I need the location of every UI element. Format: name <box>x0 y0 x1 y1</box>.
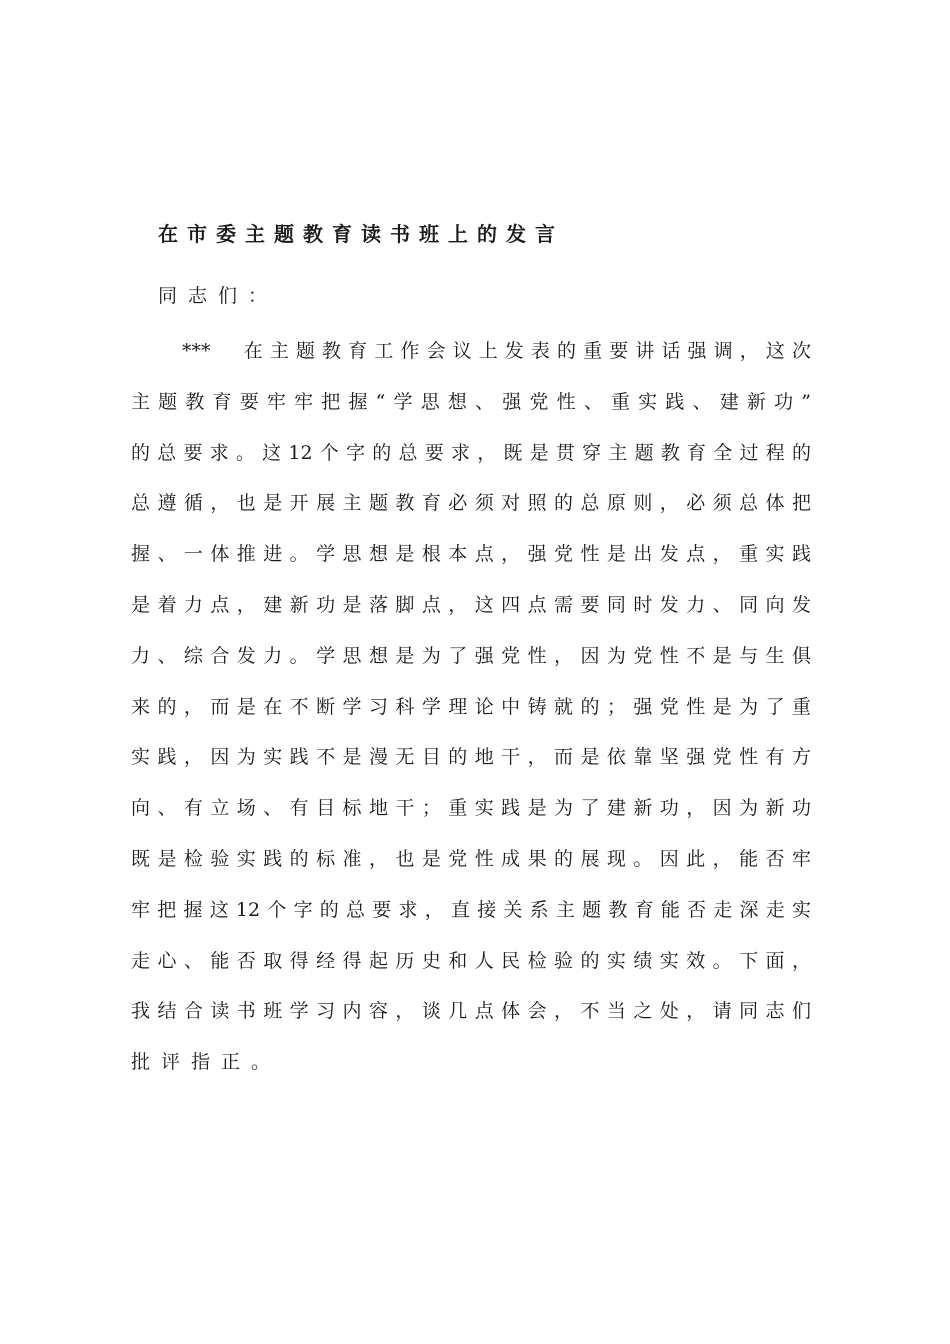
salutation: 同志们： <box>158 285 279 307</box>
body-line: 握、一体推进。学思想是根本点，强党性是出发点，重实践 <box>131 543 811 566</box>
document-title: 在市委主题教育读书班上的发言 <box>158 222 564 246</box>
body-paragraph <box>131 336 811 1098</box>
body-line: 力、综合发力。学思想是为了强党性，因为党性不是与生俱 <box>131 644 811 667</box>
body-line: 走心、能否取得经得起历史和人民检验的实绩实效。下面， <box>131 949 811 972</box>
body-line: 主题教育要牢牢把握“学思想、强党性、重实践、建新功” <box>131 390 811 413</box>
body-line: 既是检验实践的标准，也是党性成果的展现。因此，能否牢 <box>131 847 811 870</box>
body-line: 实践，因为实践不是漫无目的地干，而是依靠坚强党性有方 <box>131 746 811 769</box>
body-line: 牢把握这12个字的总要求，直接关系主题教育能否走深走实 <box>131 898 811 921</box>
body-line: 是着力点，建新功是落脚点，这四点需要同时发力、同向发 <box>131 593 811 616</box>
body-line: 向、有立场、有目标地干；重实践是为了建新功，因为新功 <box>131 797 811 820</box>
body-line: *** 在主题教育工作会议上发表的重要讲话强调，这次 <box>182 340 811 362</box>
body-line: 总遵循，也是开展主题教育必须对照的总原则，必须总体把 <box>131 492 811 515</box>
body-line: 来的，而是在不断学习科学理论中铸就的；强党性是为了重 <box>131 695 811 718</box>
body-line: 的总要求。这12个字的总要求，既是贯穿主题教育全过程的 <box>131 441 811 464</box>
body-line: 批评指正。 <box>131 1051 282 1074</box>
body-line: 我结合读书班学习内容，谈几点体会，不当之处，请同志们 <box>131 1000 811 1023</box>
